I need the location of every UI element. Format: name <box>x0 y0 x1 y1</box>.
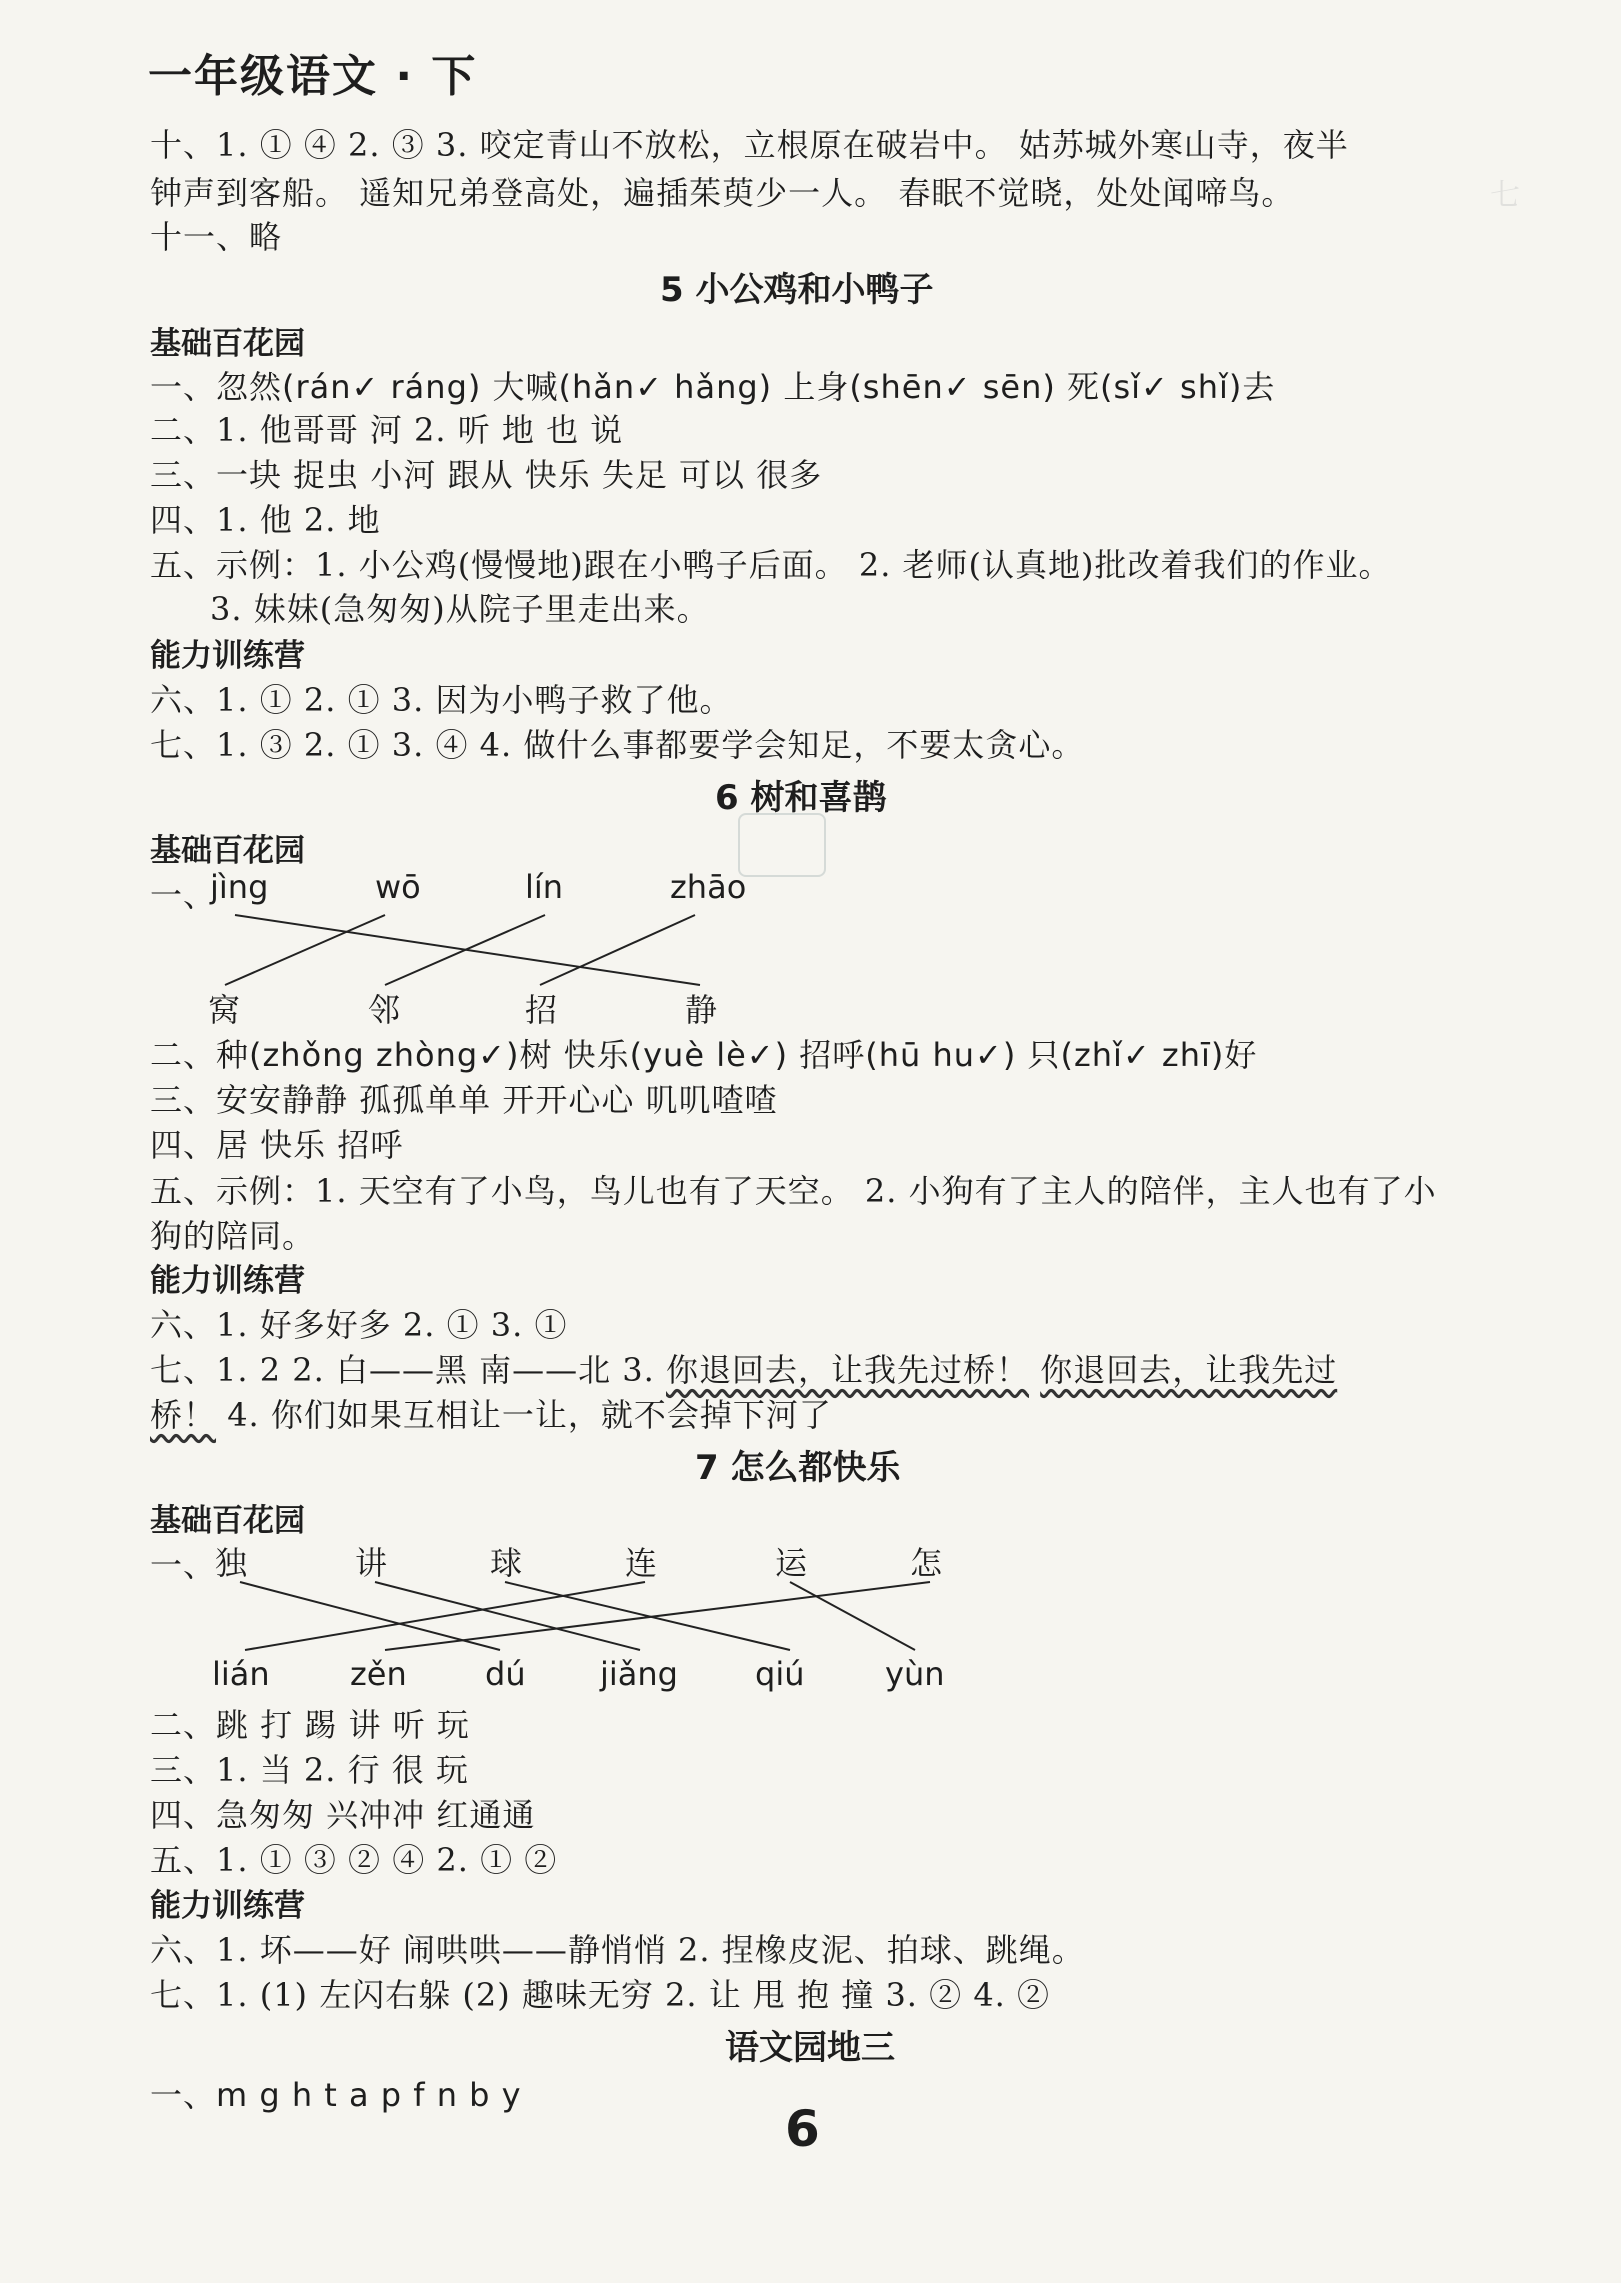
match6-char: 招 <box>525 991 558 1029</box>
answer-line-5-5a: 五、示例：1. 小公鸡(慢慢地)跟在小鸭子后面。 2. 老师(认真地)批改着我们的作业。 <box>150 546 1392 584</box>
match6-char: 静 <box>685 991 718 1029</box>
answer-line-5-2: 二、1. 他哥哥 河 2. 听 地 也 说 <box>150 411 624 449</box>
match6-pinyin: wō <box>375 868 421 906</box>
lesson-title-ywyd: 语文园地三 <box>725 2028 895 2068</box>
section-basic-6: 基础百花园 <box>150 833 305 869</box>
match7-char: 球 <box>490 1544 523 1582</box>
answer-line-5-6: 六、1. ① 2. ① 3. 因为小鸭子救了他。 <box>150 681 733 719</box>
match6-char: 邻 <box>368 991 401 1029</box>
answer-line-7-2: 二、跳 打 踢 讲 听 玩 <box>150 1706 470 1744</box>
match6-char: 窝 <box>208 991 241 1029</box>
answer-line-10b: 钟声到客船。 遥知兄弟登高处，遍插茱萸少一人。 春眠不觉晓，处处闻啼鸟。 <box>150 174 1295 212</box>
lesson-title-5: 5 小公鸡和小鸭子 <box>660 270 934 310</box>
section-skill-6: 能力训练营 <box>150 1263 305 1299</box>
answer-line-5-1: 一、忽然(rán✓ ráng) 大喊(hǎn✓ hǎng) 上身(shēn✓ sēn) 死(sǐ✓ shǐ)去 <box>150 368 1276 406</box>
lesson-title-6: 6 树和喜鹊 <box>715 778 887 818</box>
answer-line-7-6: 六、1. 坏——好 闹哄哄——静悄悄 2. 捏橡皮泥、拍球、跳绳。 <box>150 1931 1085 1969</box>
wavy-underlined-answer: 你退回去，让我先过桥！ <box>666 1351 1030 1389</box>
answer-line-10a: 十、1. ① ④ 2. ③ 3. 咬定青山不放松，立根原在破岩中。 姑苏城外寒山寺，夜半 <box>150 126 1349 164</box>
match7-char: 怎 <box>910 1544 943 1582</box>
match7-link-line <box>385 1582 930 1650</box>
wavy-underlined-answer: 你退回去，让我先过 <box>1040 1351 1338 1389</box>
match6-pinyin: lín <box>525 868 564 906</box>
answer-text: 4. 你们如果互相让一让，就不会掉下河了 <box>216 1396 832 1434</box>
match7-link-line <box>245 1582 645 1650</box>
answer-text: 七、1. 2 2. 白——黑 南——北 3. <box>150 1351 666 1389</box>
section-basic-5: 基础百花园 <box>150 326 305 362</box>
answer-line-7-4: 四、急匆匆 兴冲冲 红通通 <box>150 1796 536 1834</box>
match7-pinyin: jiǎng <box>600 1655 678 1693</box>
match7-pinyin: dú <box>485 1655 526 1693</box>
lesson-title-7: 7 怎么都快乐 <box>695 1448 901 1488</box>
show-through-text: 七 <box>1490 178 1520 213</box>
match6-pinyin: zhāo <box>670 868 747 906</box>
answer-line-11: 十一、略 <box>150 218 283 256</box>
match7-char: 讲 <box>355 1544 388 1582</box>
section-skill-5: 能力训练营 <box>150 638 305 674</box>
answer-line-5-3: 三、一块 捉虫 小河 跟从 快乐 失足 可以 很多 <box>150 456 823 494</box>
match7-prefix: 一、 <box>150 1546 217 1584</box>
answer-line-6-5b: 狗的陪同。 <box>150 1217 316 1255</box>
answer-line-5-5b: 3. 妹妹(急匆匆)从院子里走出来。 <box>210 590 710 628</box>
section-basic-7: 基础百花园 <box>150 1503 305 1539</box>
answer-line-6-5a: 五、示例：1. 天空有了小鸟，鸟儿也有了天空。 2. 小狗有了主人的陪伴，主人也有了小 <box>150 1172 1437 1210</box>
wavy-underlined-answer: 桥！ <box>150 1396 217 1434</box>
answer-line-7-3: 三、1. 当 2. 行 很 玩 <box>150 1751 469 1789</box>
match7-pinyin: lián <box>212 1655 270 1693</box>
answer-line-6-2: 二、种(zhǒng zhòng✓)树 快乐(yuè lè✓) 招呼(hū hu✓) 只(zhǐ✓ zhī)好 <box>150 1036 1258 1074</box>
match6-link-line <box>540 915 695 985</box>
answer-line-6-4: 四、居 快乐 招呼 <box>150 1126 404 1164</box>
answer-line-7-5: 五、1. ① ③ ② ④ 2. ① ② <box>150 1841 558 1879</box>
section-skill-7: 能力训练营 <box>150 1888 305 1924</box>
match6-link-line <box>385 915 545 985</box>
match7-char: 连 <box>625 1544 658 1582</box>
match7-link-line <box>375 1582 640 1650</box>
match7-char: 独 <box>215 1544 248 1582</box>
answer-line-8-1: 一、m g h t a p f n b y <box>150 2076 522 2114</box>
match7-lines <box>240 1582 930 1650</box>
match7-pinyin: yùn <box>885 1655 945 1693</box>
answer-line-5-4: 四、1. 他 2. 地 <box>150 501 381 539</box>
match7-char: 运 <box>775 1544 808 1582</box>
answer-line-5-7: 七、1. ③ 2. ① 3. ④ 4. 做什么事都要学会知足，不要太贪心。 <box>150 726 1085 764</box>
page-header: 一年级语文 · 下 <box>148 51 478 102</box>
match6-lines <box>225 915 700 985</box>
answer-line-6-6: 六、1. 好多好多 2. ① 3. ① <box>150 1306 568 1344</box>
match7-pinyin: zěn <box>350 1655 407 1693</box>
answer-line-7-7: 七、1. (1) 左闪右躲 (2) 趣味无穷 2. 让 甩 抱 撞 3. ② 4. ② <box>150 1976 1051 2014</box>
page-number: 6 <box>785 2100 820 2158</box>
match6-prefix: 一、 <box>150 876 217 914</box>
match7-pinyin: qiú <box>755 1655 805 1693</box>
match6-pinyin: jìng <box>210 868 269 906</box>
match7-link-line <box>505 1582 790 1650</box>
answer-line-6-3: 三、安安静静 孤孤单单 开开心心 叽叽喳喳 <box>150 1081 778 1119</box>
